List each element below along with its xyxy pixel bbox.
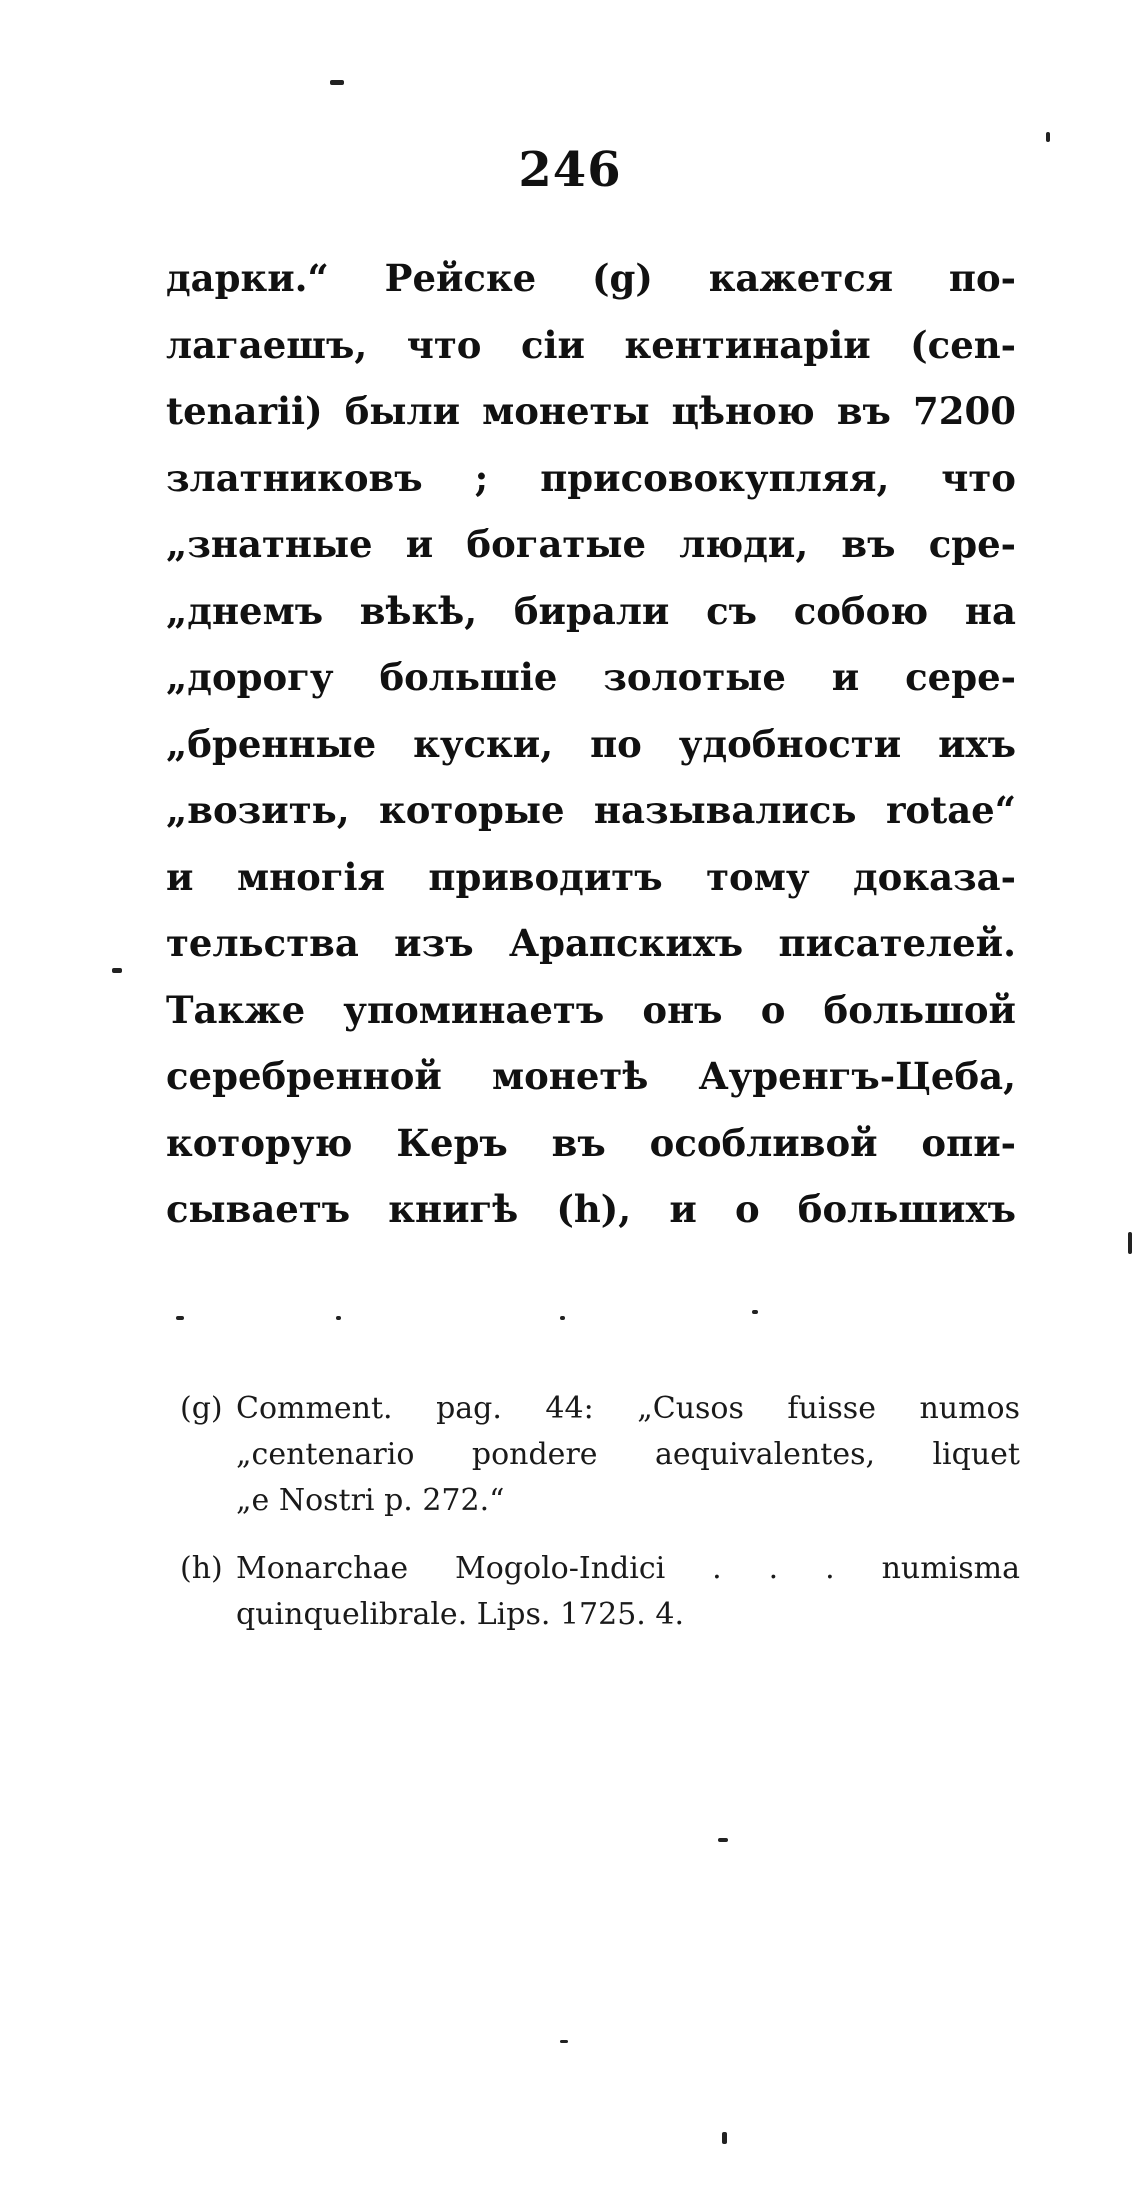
footnote-line: Comment. pag. 44: „Cusos fuisse numos <box>236 1391 1020 1426</box>
text-line: и многія приводитъ тому доказа- <box>166 854 1016 899</box>
scan-speck <box>718 1838 728 1842</box>
scan-speck <box>330 80 344 85</box>
scan-speck <box>752 1310 758 1314</box>
text-line: „днемъ вѣкѣ, бирали съ собою на <box>166 588 1016 633</box>
text-line: „бренные куски, по удобности ихъ <box>166 721 1016 766</box>
text-line: лагаешъ, что сіи кентинаріи (cen- <box>166 322 1016 367</box>
footnote-g <box>180 1386 1020 1524</box>
footnote-line: „centenario pondere aequivalentes, liquet <box>236 1437 1020 1472</box>
text-line: „дорогу большіе золотые и сере- <box>166 655 1016 699</box>
footnote-marker: (h) <box>180 1551 223 1586</box>
scan-speck <box>112 968 122 973</box>
text-line: серебренной монетѣ Ауренгъ-Цеба, <box>166 1054 1016 1098</box>
scan-speck <box>176 1316 184 1320</box>
main-text <box>166 245 1016 1243</box>
text-line: „знатные и богатые люди, въ сре- <box>166 522 1016 566</box>
text-line: tenarii) были монеты цѣною въ 7200 <box>166 389 1016 433</box>
scan-speck <box>560 1316 565 1320</box>
footnote-line: Monarchae Mogolo-Indici . . . numisma <box>236 1551 1020 1586</box>
scan-speck <box>1046 132 1050 142</box>
scan-speck <box>560 2040 568 2043</box>
footnote-line: quinquelibrale. Lips. 1725. 4. <box>236 1597 684 1632</box>
text-line: дарки.“ Рейске (g) кажется по- <box>166 256 1016 300</box>
scan-speck <box>1128 1232 1132 1254</box>
text-line: „возить, которые назывались rotae“ <box>166 788 1016 832</box>
text-line: которую Керъ въ особливой опи- <box>166 1120 1016 1165</box>
footnote-h <box>180 1546 1020 1638</box>
page-number: 246 <box>518 142 622 198</box>
text-line: златниковъ ; присовокупляя, что <box>166 455 1016 500</box>
scan-speck <box>722 2132 727 2144</box>
scan-speck <box>336 1316 341 1320</box>
text-line: сываетъ книгѣ (h), и о большихъ <box>166 1187 1016 1231</box>
footnote-marker: (g) <box>180 1391 223 1426</box>
text-line: тельства изъ Арапскихъ писателей. <box>166 921 1016 965</box>
text-line: Также упоминаетъ онъ о большой <box>166 987 1016 1032</box>
footnote-line: „e Nostri p. 272.“ <box>236 1483 505 1518</box>
